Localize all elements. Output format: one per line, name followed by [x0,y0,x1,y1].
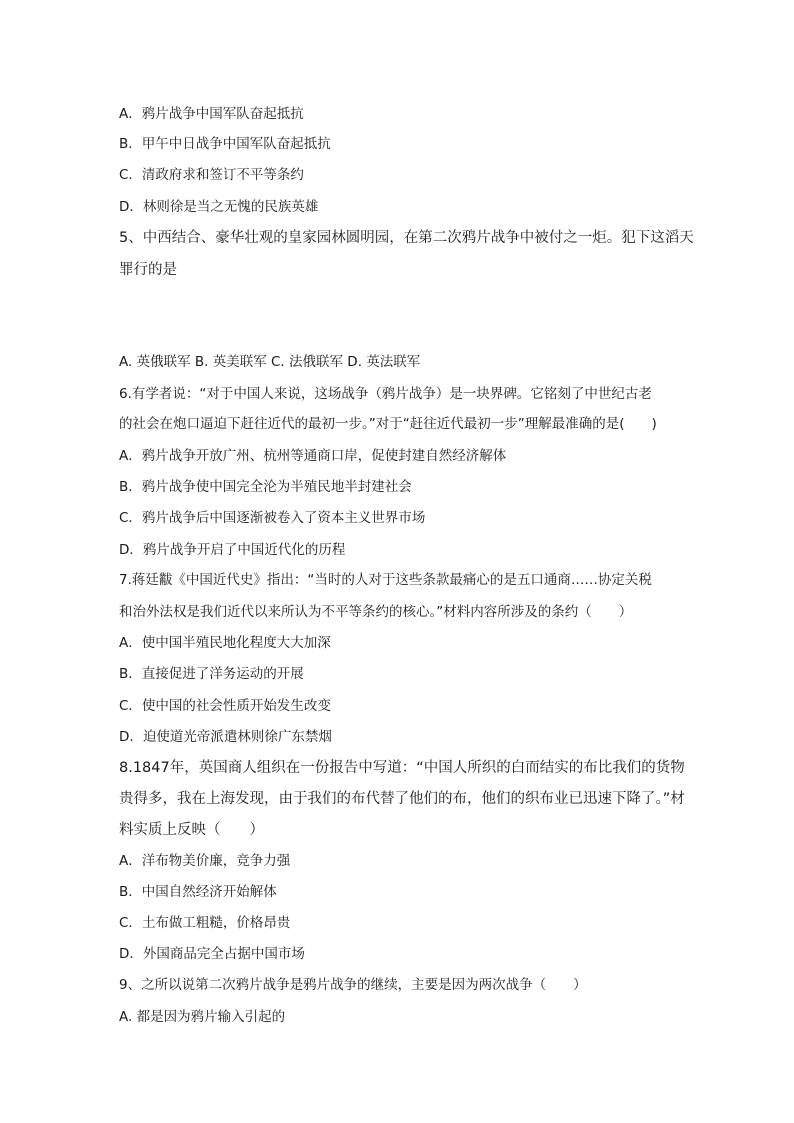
q6-stem-line2: 的社会在炮口逼迫下赶往近代的最初一步。”对于“赶往近代最初一步”理解最准确的是( ) [119,416,657,432]
q8-stem-line3: 料实质上反映（ ） [119,822,264,838]
q4-option-c: C．清政府求和签订不平等条约 [119,167,304,183]
q7-option-c: C．使中国的社会性质开始发生改变 [119,698,331,714]
q4-option-a: A．鸦片战争中国军队奋起抵抗 [119,106,304,122]
q4-option-b: B．甲午中日战争中国军队奋起抵抗 [119,136,331,152]
q6-option-b: B．鸦片战争使中国完全沦为半殖民地半封建社会 [119,479,412,495]
q8-option-d: D．外国商品完全占据中国市场 [119,946,305,962]
q7-stem-line1: 7.蒋廷黻《中国近代史》指出：“当时的人对于这些条款最痛心的是五口通商……协定关税 [119,572,652,588]
q6-option-d: D．鸦片战争开启了中国近代化的历程 [119,542,346,558]
q5-stem-line1: 5、中西结合、豪华壮观的皇家园林圆明园，在第二次鸦片战争中被付之一炬。犯下这滔天 [119,230,694,246]
q6-option-c: C．鸦片战争后中国逐渐被卷入了资本主义世界市场 [119,510,426,526]
q7-stem-line2: 和治外法权是我们近代以来所认为不平等条约的核心。”材料内容所涉及的条约（ ） [119,604,633,620]
q7-option-d: D．迫使道光帝派遣林则徐广东禁烟 [119,729,332,745]
q8-option-b: B．中国自然经济开始解体 [119,884,277,900]
q6-option-a: A．鸦片战争开放广州、杭州等通商口岸，促使封建自然经济解体 [119,448,507,464]
q8-stem-line2: 贵得多，我在上海发现，由于我们的布代替了他们的布，他们的织布业已迅速下降了。”材 [119,791,685,807]
q8-option-a: A．洋布物美价廉，竞争力强 [119,853,291,869]
q9-stem: 9、之所以说第二次鸦片战争是鸦片战争的继续，主要是因为两次战争（ ） [119,977,587,993]
q5-options: A. 英俄联军 B. 英美联军 C. 法俄联军 D. 英法联军 [119,354,421,370]
q5-stem-line2: 罪行的是 [119,262,177,278]
q7-option-b: B．直接促进了洋务运动的开展 [119,666,304,682]
q8-option-c: C．土布做工粗糙，价格昂贵 [119,915,291,931]
q7-option-a: A．使中国半殖民地化程度大大加深 [119,635,331,651]
q8-stem-line1: 8.1847年，英国商人组织在一份报告中写道：“中国人所织的白而结实的布比我们的货物 [119,760,685,776]
q4-option-d: D．林则徐是当之无愧的民族英雄 [119,199,319,215]
q6-stem-line1: 6.有学者说：“对于中国人来说，这场战争（鸦片战争）是一块界碑。它铭刻了中世纪古老 [119,386,652,402]
q9-option-a: A. 都是因为鸦片输入引起的 [119,1009,286,1025]
